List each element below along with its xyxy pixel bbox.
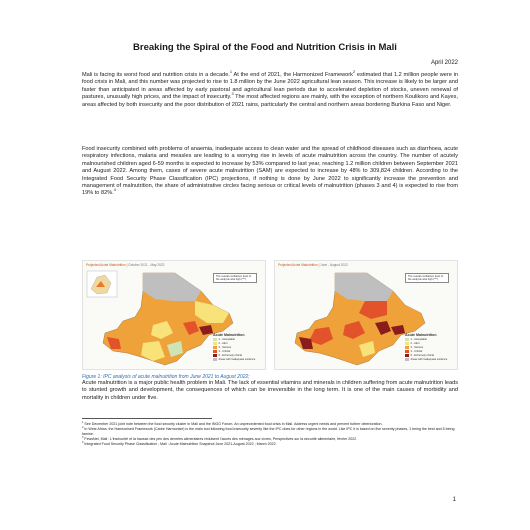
paragraph-crisis-overview: Mali is facing its worst food and nutrition crisis in a decade.$^1$ At the end of 2021, the Harmonized Framework$^2$ estimated that 1.2 million people were in food crisis in Mali, and this number was projected to rise to 1.8 million by the June 2022 agricultural lean season. This increase is likely to be larger and faster than anticipated in areas affected by early pastoral and agricultural lean periods due to accelerated depletion of stocks, uneven renewal of pastures, unusually high prices, and the impact of insecurity.$^3$ The most affected regions are mainly, with the exception of northern Koulikoro and Kayes, areas affected by both insecurity and the poor distribution of 2021 rains, particularly the central and northern areas bordering Burkina Faso and Niger.: [82, 69, 458, 108]
legend-item: 1 - Acceptable: [405, 338, 427, 341]
legend-item: 1 - Acceptable: [213, 338, 235, 341]
legend-swatch: [405, 350, 409, 353]
footnote-ref[interactable]: 4: [113, 187, 116, 193]
footnote-item: $^2$ In West Africa, the Harmonised Framework (Cadre Harmonisé) is the main tool following food insecurity severity like the IPC does for other regions in the world. Like IPC it is based on five severity phases, 1 being the best and 5 being famine.: [82, 426, 455, 436]
footnote-item: $^3$ FewsNet, Mali : L’insécurité et la hausse des prix des denrées alimentaires réduisent l’accès des ménages aux vivres, Perspectives sur la sécurité alimentaire, février 2022: [82, 435, 357, 441]
confidence-callout: The overall confidence level of the analysis was high (***): [405, 273, 449, 283]
legend-title: Acute Malnutrition: [213, 333, 245, 337]
footnote-item: $^4$ Integrated Food Security Phase Classification ; Mali : Acute Malnutrition Snapshot June 2021-August 2022 ; March 2022: [82, 440, 276, 447]
legend-item: 3 - Serious: [213, 346, 231, 349]
legend-swatch: [405, 342, 409, 345]
legend-swatch: [213, 346, 217, 349]
footnote-divider: [82, 418, 212, 419]
legend-swatch: [213, 350, 217, 353]
legend-item: 4 - Critical: [405, 350, 422, 353]
document-title: Breaking the Spiral of the Food and Nutrition Crisis in Mali: [133, 42, 397, 53]
legend-swatch: [405, 346, 409, 349]
legend-item: 2 - Alert: [213, 342, 227, 345]
paragraph-public-health: Acute malnutrition is a major public health problem in Mali. The lack of essential vitamins and minerals in children suffering from acute malnutrition leads to stunted growth and development, the consequences of which can be irreversible in the long term. It is one of the main causes of morbidity and mortality in children under five.: [82, 380, 458, 401]
page-number: 1: [452, 497, 456, 503]
legend-swatch: [213, 354, 217, 357]
legend-swatch: [405, 338, 409, 341]
footnote-ref[interactable]: 3: [231, 91, 234, 97]
legend-item: 3 - Serious: [405, 346, 423, 349]
map-oct-may: [82, 260, 266, 370]
legend-item: Areas with inadequate evidence: [213, 358, 255, 361]
legend-swatch: [213, 338, 217, 341]
legend-item: 4 - Critical: [213, 350, 230, 353]
figure-ipc-maps: [82, 260, 458, 370]
footnotes: [82, 422, 458, 447]
document-date: April 2022: [430, 60, 458, 66]
footnote-ref[interactable]: 2: [352, 69, 356, 75]
map-heading: Projected Acute Malnutrition | October 2021 - May 2022: [86, 263, 165, 267]
paragraph-malnutrition-rise: Food insecurity combined with problems of anaemia, inadequate access to clean water and the spread of childhood diseases such as diarrhoea, acute respiratory infections, malaria and measles are leading to a worrying rise in levels of acute malnutrition across the country. The number of acutely malnourished children aged 6-59 months is expected to increase by 53% compared to last year, reaching 1.2 million children between September 2021 and August 2022. Among them, cases of severe acute malnutrition (SAM) are expected to increase by 48% to 309,824 children. According to the Integrated Food Security Phase Classification (IPC) projections, if nothing is done by June 2022 to significantly increase the prevention and management of malnutrition, the share of administrative circles facing serious or critical levels of malnutrition (phases 3 and 4) is expected to rise from 19% to 82%.$^4$: [82, 146, 458, 197]
footnote-ref[interactable]: 1: [229, 69, 233, 75]
confidence-callout: The overall confidence level of the analysis was high (***): [213, 273, 257, 283]
legend-item: 5 - Extremely critical: [213, 354, 242, 357]
legend-title: Acute Malnutrition: [405, 333, 437, 337]
legend-item: 2 - Alert: [405, 342, 419, 345]
footnote-item: $^1$ See December 2021 joint note between the food security cluster in Mali and the INGO Forum. An unprecedented food crisis in Mali. Address urgent needs and prevent further deterioration.: [82, 420, 383, 426]
legend-swatch: [405, 354, 409, 357]
figure-caption: Figure 1: IPC analysis of acute malnutrition from June 2021 to August 2022;: [82, 374, 250, 380]
legend-swatch: [213, 342, 217, 345]
map-heading: Projected Acute Malnutrition | June - August 2022: [278, 263, 348, 267]
legend-swatch: [213, 358, 217, 361]
map-jun-aug: [274, 260, 458, 370]
legend-swatch: [405, 358, 409, 361]
legend-item: 5 - Extremely critical: [405, 354, 434, 357]
legend-item: Areas with inadequate evidence: [405, 358, 447, 361]
